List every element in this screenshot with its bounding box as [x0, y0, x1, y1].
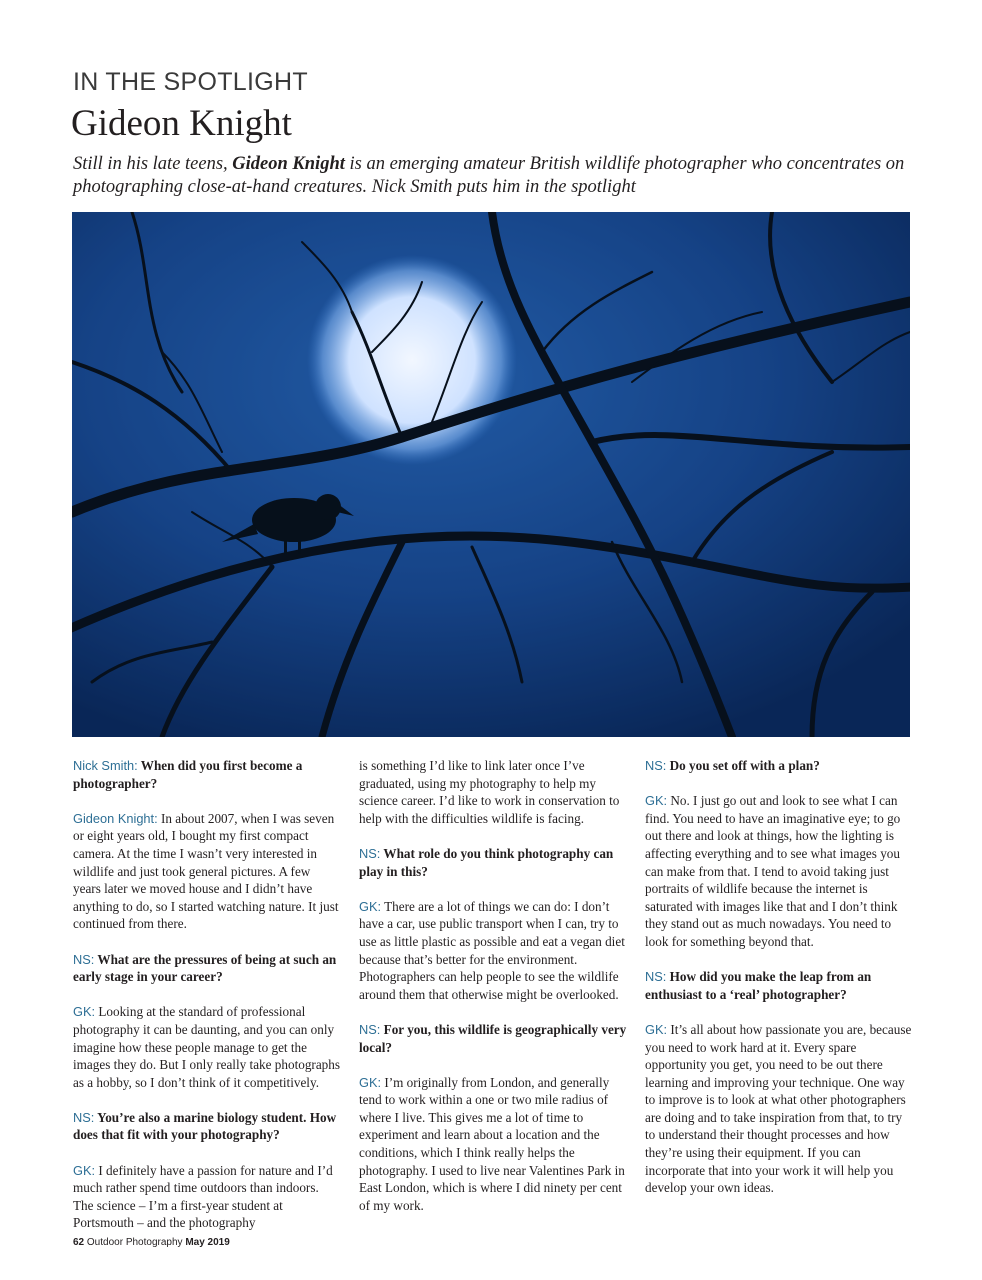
- interview-question: [359, 845, 627, 880]
- interview-answer: [73, 1003, 341, 1091]
- speaker-label: NS:: [359, 1021, 381, 1037]
- answer-text: There are a lot of things we can do: I don’t have a car, use public transport when I can, try to use as little plastic as possible and eat a vegan diet because that’s better for the environment. Photographers can help people to see the wildlife around them that otherwise might be overlooked.: [359, 898, 625, 1002]
- question-text: What are the pressures of being at such an early stage in your career?: [73, 951, 337, 985]
- crow-moon-photo: [72, 212, 910, 737]
- interview-question: [645, 968, 913, 1003]
- interview-answer: [73, 810, 341, 933]
- article-title: Gideon Knight: [71, 103, 292, 144]
- interview-question: [645, 757, 913, 775]
- speaker-label: NS:: [73, 1109, 95, 1125]
- speaker-label: GK:: [359, 898, 382, 914]
- standfirst-name: Gideon Knight: [232, 154, 345, 174]
- answer-text: I’m originally from London, and generally tend to work within a one or two mile radius of where I live. This gives me a lot of time to experiment and learn about a location and the conditions, which I think really helps the photography. I used to live near Valentines Park in East London, which is where I did ninety per cent of my work.: [359, 1074, 625, 1213]
- speaker-label: Gideon Knight:: [73, 810, 158, 826]
- page-number: 62: [73, 1237, 85, 1248]
- speaker-label: GK:: [359, 1074, 382, 1090]
- answer-text: In about 2007, when I was seven or eight years old, I bought my first compact camera. At the time I wasn’t very interested in wildlife and just took general pictures. A few years later we moved house and I didn’t have anything to do, so I started watching nature. It just continued from there.: [73, 810, 339, 932]
- interview-question: [359, 1021, 627, 1056]
- issue-date: May 2019: [185, 1237, 230, 1248]
- speaker-label: GK:: [73, 1004, 96, 1020]
- speaker-label: NS:: [73, 951, 95, 967]
- speaker-label: GK:: [645, 1021, 668, 1037]
- interview-answer: [359, 1074, 627, 1215]
- question-text: For you, this wildlife is geographically very local?: [359, 1021, 627, 1055]
- speaker-label: GK:: [73, 1162, 96, 1178]
- interview-question: [73, 1109, 341, 1144]
- speaker-label: GK:: [645, 793, 668, 809]
- interview-question: [73, 951, 341, 986]
- interview-answer: [73, 1162, 341, 1232]
- standfirst: [73, 153, 913, 199]
- standfirst-post: is an emerging amateur British wildlife photographer who concentrates on photographing close-at-hand creatures. Nick Smith puts him in the spotlight: [73, 154, 905, 197]
- article-column-3: [645, 757, 913, 1214]
- interview-question: [73, 757, 341, 792]
- speaker-label: NS:: [645, 758, 667, 773]
- interview-answer: [645, 1021, 913, 1197]
- answer-text: I definitely have a passion for nature and I’d much rather spend time outdoors than indoors. The science – I’m a first-year student at Portsmouth – and the photography: [73, 1162, 333, 1231]
- question-text: You’re also a marine biology student. How does that fit with your photography?: [73, 1109, 337, 1143]
- answer-text: is something I’d like to link later once I’ve graduated, using my photography to help my science career. I’d like to work in conservation to help with the difficulties wildlife is facing.: [359, 758, 620, 826]
- answer-text: It’s all about how passionate you are, because you need to work hard at it. Every spare opportunity you get, you need to be out there learning and improving your technique. One way to improve is to look at what other photographers are doing and to take inspiration from that, to try to understand their thought processes and how they’re using their equipment. If you can incorporate that into your work it will help you develop your own ideas.: [645, 1021, 912, 1196]
- article-column-2: [359, 757, 627, 1232]
- section-kicker: IN THE SPOTLIGHT: [73, 68, 308, 96]
- magazine-name: Outdoor Photography: [86, 1237, 183, 1248]
- speaker-label: Nick Smith:: [73, 758, 138, 773]
- question-text: How did you make the leap from an enthusiast to a ‘real’ photographer?: [645, 969, 872, 1002]
- interview-answer: [359, 757, 627, 827]
- interview-answer: [359, 898, 627, 1004]
- speaker-label: NS:: [359, 845, 381, 861]
- speaker-label: NS:: [645, 969, 667, 985]
- answer-text: No. I just go out and look to see what I can find. You need to have an imaginative eye; to go out there and look at things, how the lighting is affecting everything and to see what images you can make from that. I tend to avoid taking just portraits of wildlife because the internet is saturated with images like that and I don’t think they stand out as much nowadays. You need to look for something beyond that.: [645, 793, 901, 949]
- standfirst-pre: Still in his late teens,: [73, 154, 233, 174]
- answer-text: Looking at the standard of professional photography it can be daunting, and you can only imagine how these people manage to get the images they do. But I only really take photographs as a hobby, so I don’t think of it competitively.: [73, 1004, 340, 1090]
- article-column-1: [73, 757, 341, 1250]
- page-footer: [73, 1237, 230, 1248]
- feature-photo: [72, 212, 910, 737]
- question-text: What role do you think photography can play in this?: [359, 845, 614, 879]
- interview-answer: [645, 792, 913, 950]
- question-text: Do you set off with a plan?: [666, 758, 820, 773]
- question-text: When did you first become a photographer?: [73, 758, 303, 791]
